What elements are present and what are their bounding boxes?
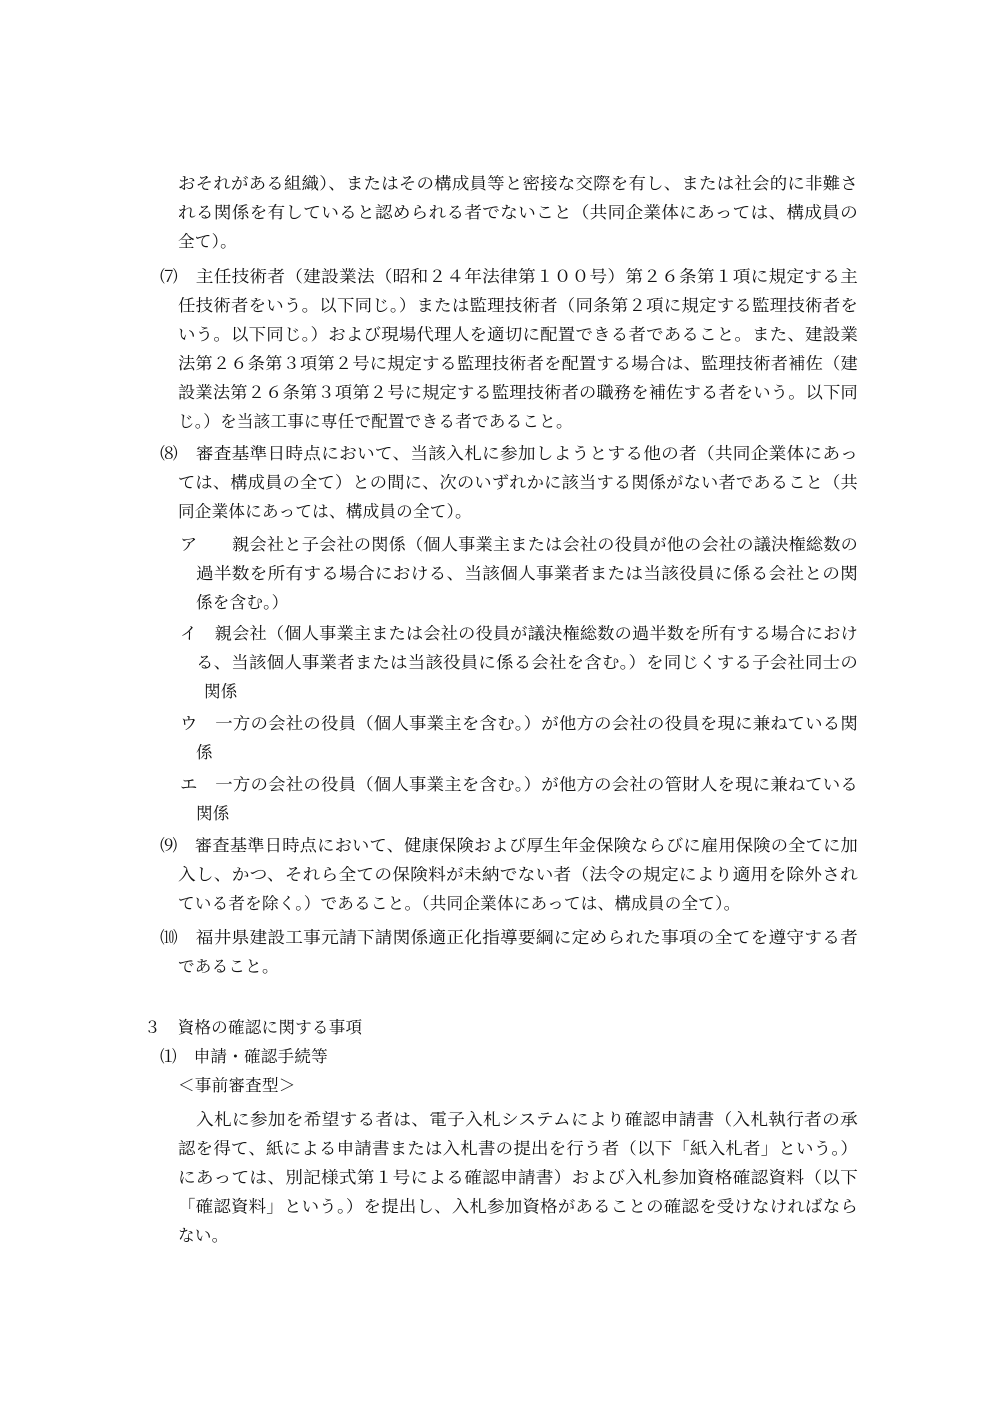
text-line: ア 親会社と子会社の関係（個人事業主または会社の役員が他の会社の議決権総数の [180,535,859,554]
text-line: 同企業体にあっては、構成員の全て）。 [178,502,472,521]
text-line: 係を含む。） [196,593,289,612]
text-line: ては、構成員の全て）との間に、次のいずれかに該当する関係がない者であること（共 [178,473,858,492]
text-line: じ。）を当該工事に専任で配置できる者であること。 [178,412,573,431]
text-line: 設業法第２６条第３項第２号に規定する監理技術者の職務を補佐する者をいう。以下同 [178,383,858,402]
subsection-label: ＜事前審査型＞ [178,1076,296,1095]
text-line: 「確認資料」という。）を提出し、入札参加資格があることの確認を受けなければなら [178,1197,859,1216]
text-line: 法第２６条第３項第２号に規定する監理技術者を配置する場合は、監理技術者補佐（建 [178,354,858,373]
text-line: 関係 [196,804,230,823]
subsection-heading: ⑴ 申請・確認手続等 [160,1047,328,1066]
text-line: ウ 一方の会社の役員（個人事業主を含む。）が他方の会社の役員を現に兼ねている関 [180,714,858,733]
text-line: おそれがある組織）、またはその構成員等と密接な交際を有し、または社会的に非難さ [178,174,859,193]
text-line: であること。 [178,957,279,976]
text-line: ⑼ 審査基準日時点において、健康保険および厚生年金保険ならびに雇用保険の全てに加 [160,836,859,855]
text-line: エ 一方の会社の役員（個人事業主を含む。）が他方の会社の管財人を現に兼ねている [180,775,858,794]
text-line: 入し、かつ、それら全ての保険料が未納でない者（法令の規定により適用を除外され [178,865,859,884]
text-line: 認を得て、紙による申請書または入札書の提出を行う者（以下「紙入札者」という。） [178,1139,859,1158]
text-line: イ 親会社（個人事業主または会社の役員が議決権総数の過半数を所有する場合におけ [180,624,859,643]
text-line: ている者を除く。）であること。（共同企業体にあっては、構成員の全て）。 [178,894,741,913]
section-heading: ３ 資格の確認に関する事項 [144,1018,363,1037]
text-line: れる関係を有していると認められる者でないこと（共同企業体にあっては、構成員の [178,203,858,222]
text-line: 入札に参加を希望する者は、電子入札システムにより確認申請書（入札執行者の承 [196,1110,858,1129]
text-line: ⑺ 主任技術者（建設業法（昭和２４年法律第１００号）第２６条第１項に規定する主 [160,267,859,286]
text-line: ない。 [178,1226,229,1245]
text-line: ⑻ 審査基準日時点において、当該入札に参加しようとする他の者（共同企業体にあっ [160,444,858,463]
text-line: 関係 [204,682,238,701]
text-line: 過半数を所有する場合における、当該個人事業者または当該役員に係る会社との関 [196,564,859,583]
text-line: 任技術者をいう。以下同じ。）または監理技術者（同条第２項に規定する監理技術者を [178,296,859,315]
text-line: 係 [196,743,213,762]
text-line: ⑽ 福井県建設工事元請下請関係適正化指導要綱に定められた事項の全てを遵守する者 [160,928,859,947]
text-line: る、当該個人事業者または当該役員に係る会社を含む。）を同じくする子会社同士の [196,653,858,672]
text-line: 全て）。 [178,232,237,251]
text-line: いう。以下同じ。）および現場代理人を適切に配置できる者であること。また、建設業 [178,325,859,344]
text-line: にあっては、別記様式第１号による確認申請書）および入札参加資格確認資料（以下 [178,1168,858,1187]
